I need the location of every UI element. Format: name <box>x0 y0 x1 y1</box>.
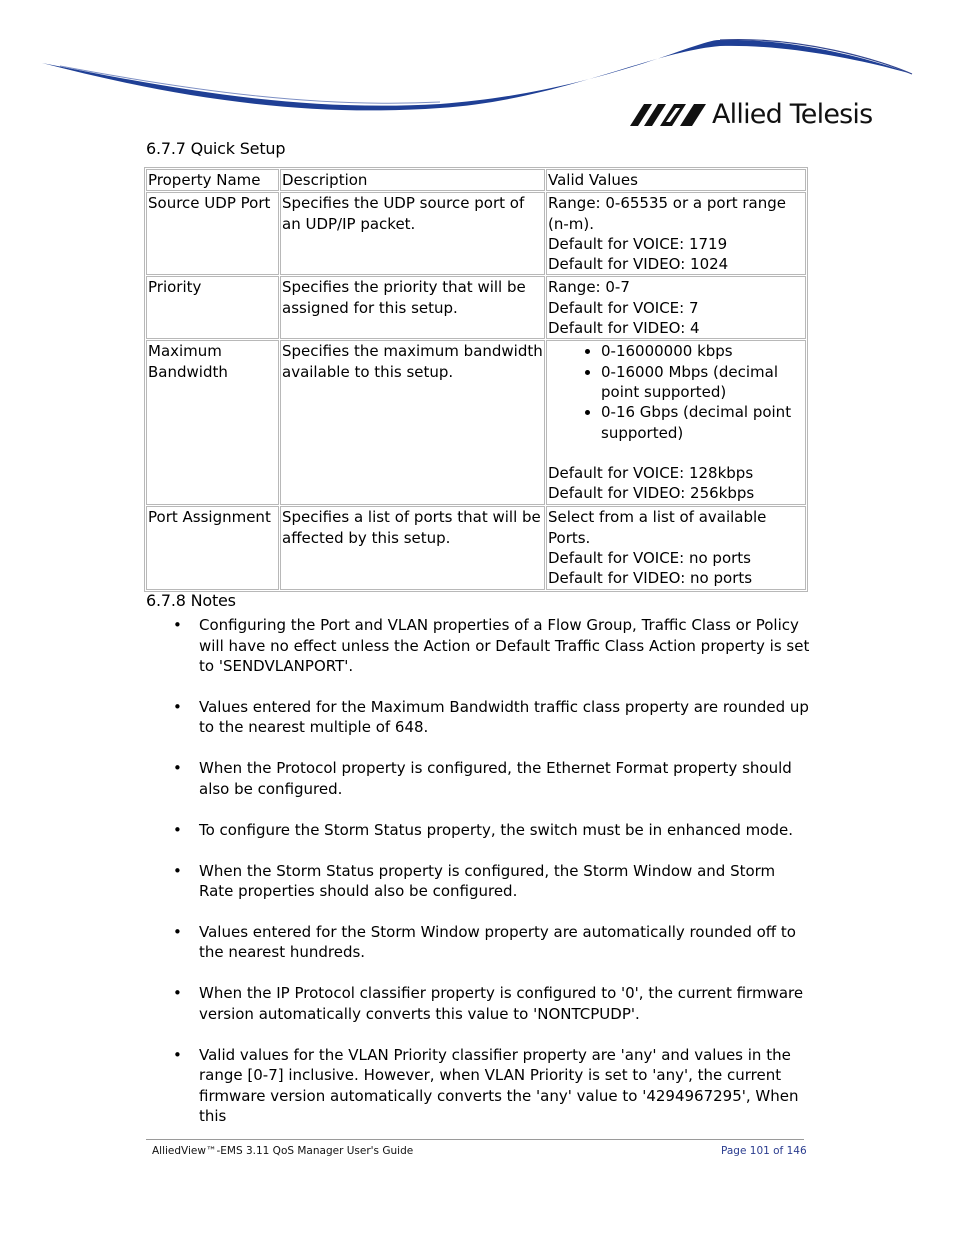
table-row <box>146 192 806 275</box>
quick-setup-heading: 6.7.7 Quick Setup <box>146 139 286 158</box>
allied-telesis-logo-mark-icon <box>630 100 708 130</box>
description-cell: Specifies the maximum bandwidth available to this setup. <box>280 340 545 505</box>
property-name-cell: Priority <box>146 276 279 339</box>
list-item: • 0-16 Gbps (decimal point supported) <box>601 402 804 443</box>
description-cell: Specifies the UDP source port of an UDP/IP packet. <box>280 192 545 275</box>
value-line: Default for VOICE: 7 <box>548 298 699 317</box>
value-line: Default for VOICE: no ports <box>548 548 751 567</box>
list-item: • When the IP Protocol classifier property is configured to '0', the current firmware version automatically converts this value to 'NONTCPUDP'. <box>199 983 811 1024</box>
value-line: Default for VOICE: 128kbps <box>548 464 754 483</box>
list-item: • 0-16000 Mbps (decimal point supported) <box>601 362 804 403</box>
valid-values-cell <box>546 276 806 339</box>
column-header-valid-values: Valid Values <box>546 169 806 191</box>
valid-values-cell <box>546 192 806 275</box>
valid-values-cell <box>546 340 806 505</box>
quick-setup-table <box>144 167 808 592</box>
notes-list <box>199 615 811 1147</box>
value-line: Default for VIDEO: no ports <box>548 569 753 588</box>
property-name-cell: Source UDP Port <box>146 192 279 275</box>
value-line: Default for VIDEO: 4 <box>548 319 700 338</box>
value-line: Select from a list of available Ports. <box>548 508 767 547</box>
table-row <box>146 276 806 339</box>
footer-page-number: Page 101 of 146 <box>721 1145 807 1157</box>
footer-document-title: AlliedView™-EMS 3.11 QoS Manager User's Guide <box>152 1145 414 1157</box>
table-row <box>146 506 806 589</box>
allied-telesis-logo <box>630 100 872 130</box>
value-line: Default for VIDEO: 256kbps <box>548 484 755 503</box>
list-item: • Values entered for the Maximum Bandwidth traffic class property are rounded up to the nearest multiple of 648. <box>199 697 811 738</box>
valid-values-cell <box>546 506 806 589</box>
value-line: Default for VOICE: 1719 <box>548 234 728 253</box>
property-name-cell: Maximum Bandwidth <box>146 340 279 505</box>
list-item: • 0-16000000 kbps <box>601 341 804 361</box>
value-line: Range: 0-7 <box>548 278 630 297</box>
list-item: • When the Storm Status property is configured, the Storm Window and Storm Rate properties should also be configured. <box>199 861 811 902</box>
column-header-property-name: Property Name <box>146 169 279 191</box>
notes-heading: 6.7.8 Notes <box>146 591 236 610</box>
table-row <box>146 340 806 505</box>
list-item: • Valid values for the VLAN Priority classifier property are 'any' and values in the range [0-7] inclusive. However, when VLAN Priority is set to 'any', the current firmware version automatically converts the 'any' value to '4294967295', When this <box>199 1045 811 1127</box>
bandwidth-range-list <box>548 341 804 442</box>
value-line: Range: 0-65535 or a port range (n-m). <box>548 194 787 233</box>
property-name-cell: Port Assignment <box>146 506 279 589</box>
value-line: Default for VIDEO: 1024 <box>548 255 729 274</box>
logo-wordmark: Allied Telesis <box>712 99 873 130</box>
list-item: • Values entered for the Storm Window property are automatically rounded off to the nearest hundreds. <box>199 922 811 963</box>
footer-divider <box>146 1139 804 1140</box>
column-header-description: Description <box>280 169 545 191</box>
description-cell: Specifies the priority that will be assigned for this setup. <box>280 276 545 339</box>
list-item: • Configuring the Port and VLAN properties of a Flow Group, Traffic Class or Policy will have no effect unless the Action or Default Traffic Class Action property is set to 'SENDVLANPORT'. <box>199 615 811 677</box>
list-item: • To configure the Storm Status property, the switch must be in enhanced mode. <box>199 820 811 841</box>
list-item: • When the Protocol property is configured, the Ethernet Format property should also be configured. <box>199 758 811 799</box>
spacer <box>548 443 804 463</box>
description-cell: Specifies a list of ports that will be affected by this setup. <box>280 506 545 589</box>
table-header-row <box>146 169 806 191</box>
